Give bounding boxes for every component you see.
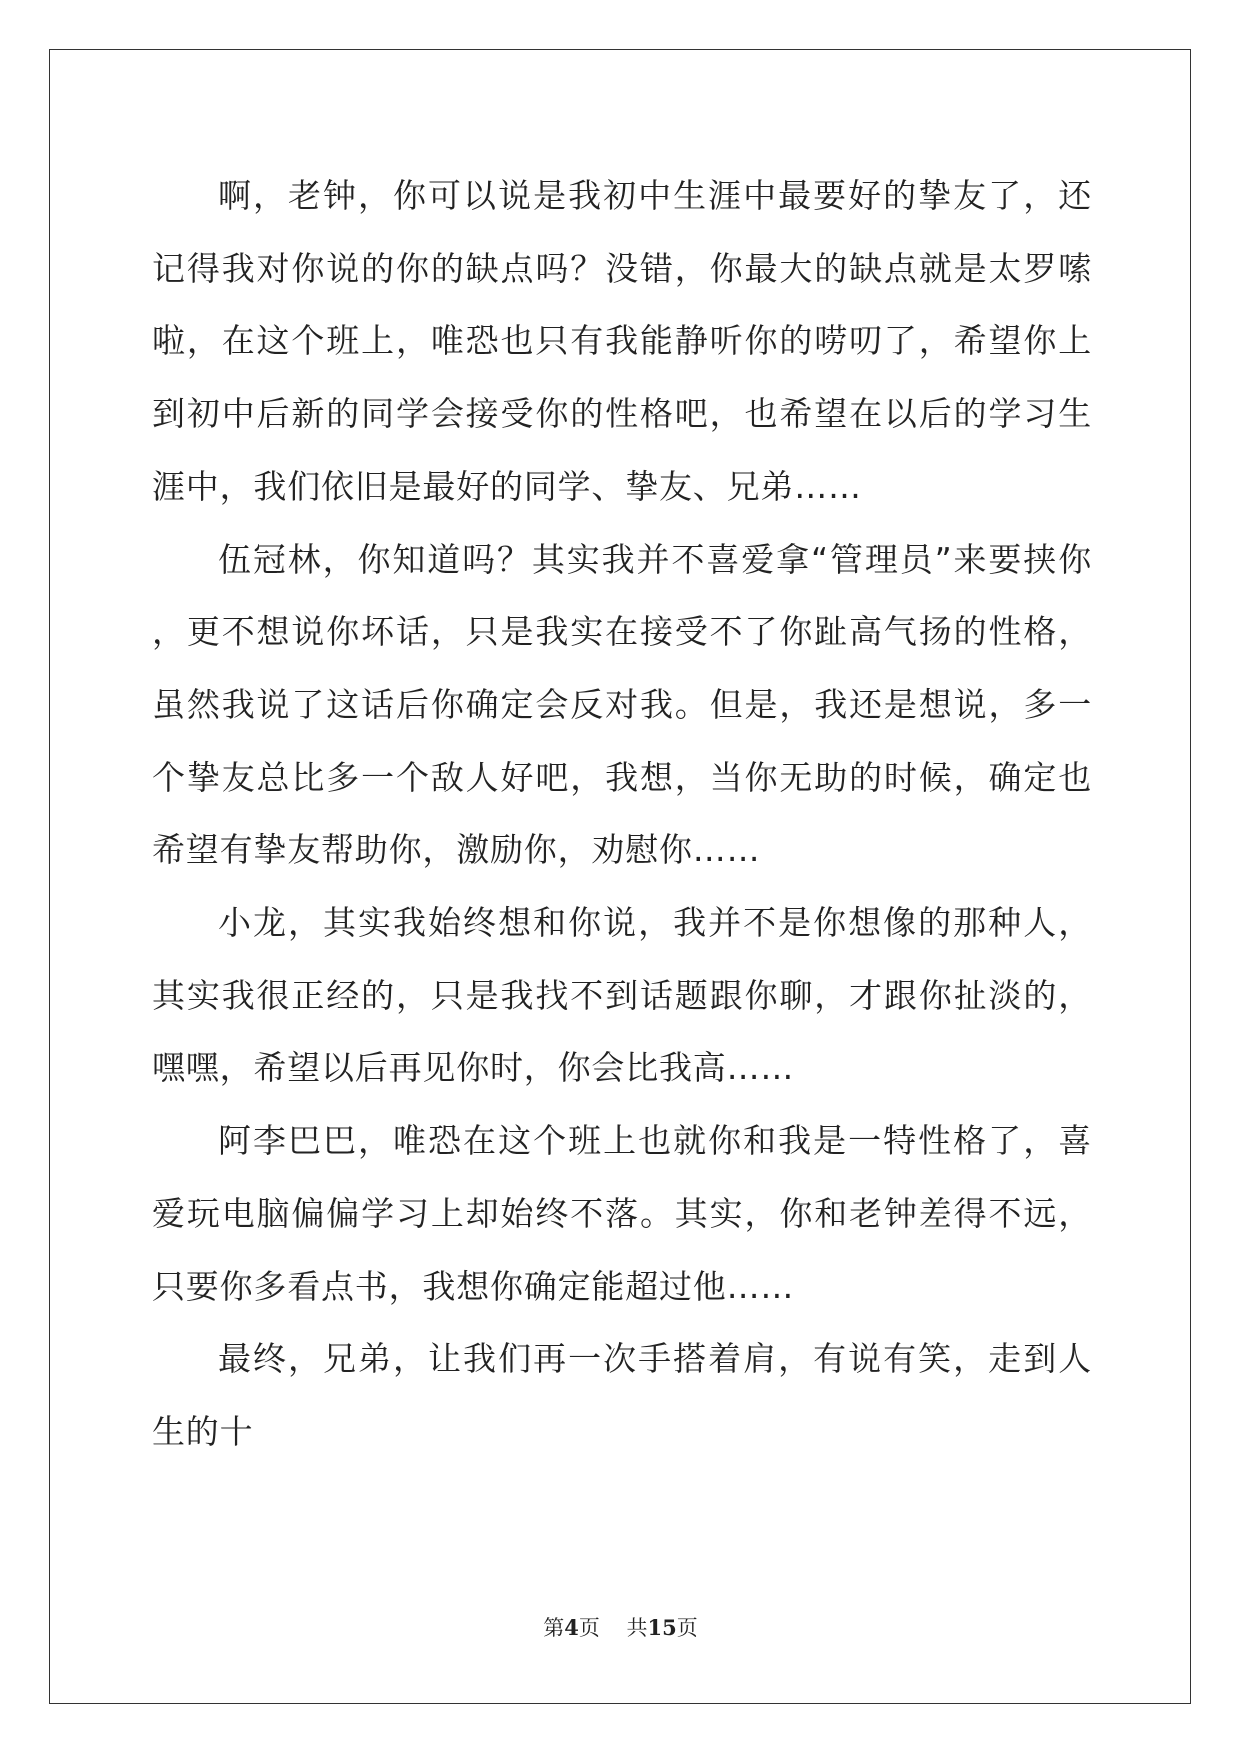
page-footer: [0, 1612, 1241, 1642]
paragraph-4: 阿李巴巴，唯恐在这个班上也就你和我是一特性格了，喜爱玩电脑偏偏学习上却始终不落。其实，你和老钟差得不远，只要你多看点书，我想你确定能超过他……: [152, 1121, 1092, 1306]
paragraph-2: 伍冠林，你知道吗？其实我并不喜爱拿“管理员”来要挟你，更不想说你坏话，只是我实在接受不了你趾高气扬的性格，虽然我说了这话后你确定会反对我。但是，我还是想说，多一个挚友总比多一个敌人好吧，我想，当你无助的时候，确定也希望有挚友帮助你，激励你，劝慰你……: [152, 539, 1092, 870]
total-prefix: 共: [626, 1616, 648, 1640]
total-pages: 15: [647, 1615, 677, 1640]
paragraph-3: 小龙，其实我始终想和你说，我并不是你想像的那种人，其实我很正经的，只是我找不到话题跟你聊，才跟你扯淡的，嘿嘿，希望以后再见你时，你会比我高……: [152, 903, 1092, 1088]
page-number: 4: [564, 1615, 579, 1640]
page-suffix: 页: [578, 1616, 600, 1640]
paragraph-5: 最终，兄弟，让我们再一次手搭着肩，有说有笑，走到人生的十: [152, 1339, 1092, 1451]
paragraph-1: 啊，老钟，你可以说是我初中生涯中最要好的挚友了，还记得我对你说的你的缺点吗？没错，你最大的缺点就是太罗嗦啦，在这个班上，唯恐也只有我能静听你的唠叨了，希望你上到初中后新的同学会接受你的性格吧，也希望在以后的学习生涯中，我们依旧是最好的同学、挚友、兄弟……: [152, 176, 1092, 506]
page-prefix: 第: [543, 1616, 565, 1640]
total-suffix: 页: [676, 1616, 698, 1640]
document-body: [152, 160, 1092, 1469]
